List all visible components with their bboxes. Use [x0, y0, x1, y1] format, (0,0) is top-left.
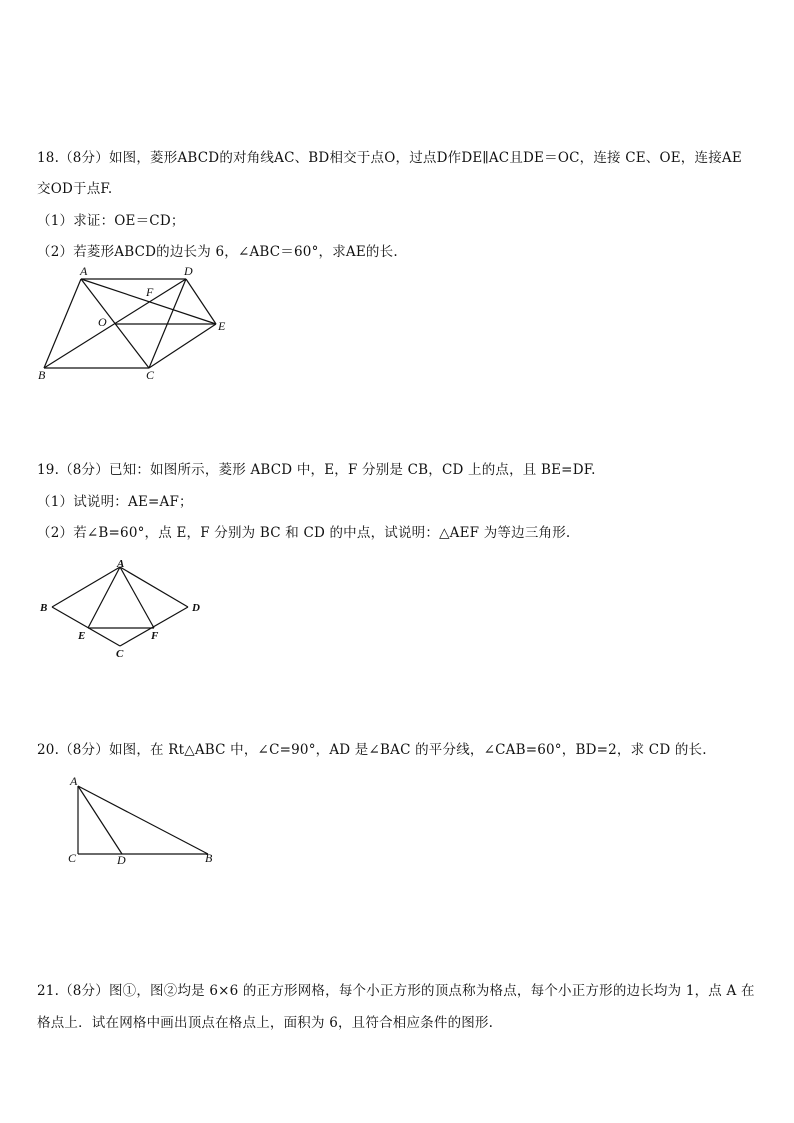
q19-label-F: F: [151, 630, 159, 642]
q19-label-B: B: [40, 602, 48, 614]
q20-label-A: A: [70, 774, 78, 788]
q19-label-E: E: [78, 630, 86, 642]
q19-figure: [38, 560, 218, 660]
q20-label-B: B: [205, 851, 213, 865]
q19-part2: （2）若∠B=60°，点 E，F 分别为 BC 和 CD 的中点，试说明：△AEF 为等边三角形.: [37, 525, 571, 541]
q20-stem: 20.（8分）如图，在 Rt△ABC 中，∠C=90°，AD 是∠BAC 的平分线，∠CAB=60°，BD=2，求 CD 的长.: [37, 742, 707, 758]
q18-label-B: B: [38, 368, 46, 382]
q18-part1: （1）求证：OE＝CD；: [37, 213, 185, 229]
q20-figure: [62, 772, 232, 872]
q19-label-A: A: [117, 558, 125, 570]
q19-stem: 19.（8分）已知：如图所示，菱形 ABCD 中，E，F 分别是 CB，CD 上的点，且 BE=DF.: [37, 462, 596, 478]
q18-figure: [36, 266, 236, 386]
q18-label-E: E: [218, 319, 226, 333]
q21-stem-line1: 21.（8分）图①，图②均是 6×6 的正方形网格，每个小正方形的顶点称为格点，每个小正方形的边长均为 1，点 A 在: [37, 983, 755, 999]
q19-label-C: C: [116, 648, 124, 660]
q18-label-D: D: [184, 264, 193, 278]
q18-label-O: O: [98, 315, 107, 329]
q20-label-D: D: [117, 853, 126, 867]
q21-stem-line2: 格点上．试在网格中画出顶点在格点上，面积为 6，且符合相应条件的图形.: [37, 1015, 494, 1031]
q18-label-C: C: [146, 368, 155, 382]
q18-part2: （2）若菱形ABCD的边长为 6，∠ABC＝60°，求AE的长.: [37, 244, 398, 260]
q18-stem-line1: 18.（8分）如图，菱形ABCD的对角线AC、BD相交于点O，过点D作DE∥AC且DE＝OC，连接 CE、OE，连接AE: [37, 150, 742, 166]
q19-part1: （1）试说明：AE=AF；: [37, 494, 193, 510]
q18-stem-line2: 交OD于点F.: [37, 181, 113, 197]
q20-label-C: C: [68, 851, 77, 865]
q19-label-D: D: [192, 602, 200, 614]
q18-label-A: A: [80, 264, 88, 278]
q18-label-F: F: [146, 285, 154, 299]
